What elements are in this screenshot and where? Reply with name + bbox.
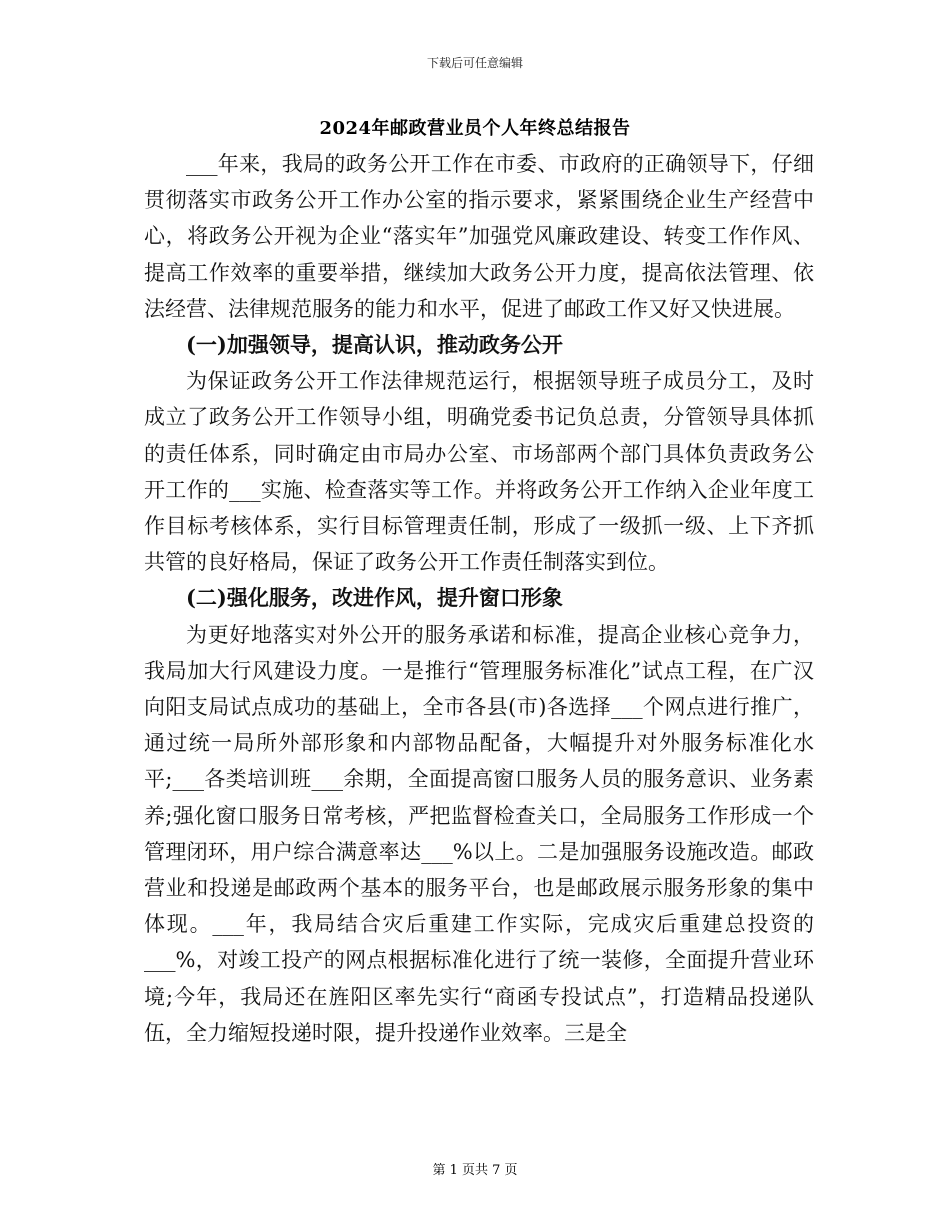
paragraph-section-2: 为更好地落实对外公开的服务承诺和标准，提高企业核心竞争力，我局加大行风建设力度。一是推行“管理服务标准化”试点工程，在广汉向阳支局试点成功的基础上，全市各县(市)各选择___个网点进行推广，通过统一局所外部形象和内部物品配备，大幅提升对外服务标准化水平;___各类培训班___余期，全面提高窗口服务人员的服务意识、业务素养;强化窗口服务日常考核，严把监督检查关口，全局服务工作形成一个管理闭环，用户综合满意率达___%以上。二是加强服务设施改造。邮政营业和投递是邮政两个基本的服务平台，也是邮政展示服务形象的集中体现。___年，我局结合灾后重建工作实际，完成灾后重建总投资的___%，对竣工投产的网点根据标准化进行了统一装修，全面提升营业环境;今年，我局还在旌阳区率先实行“商函专投试点”，打造精品投递队伍，全力缩短投递时限，提升投递作业效率。三是全 — [144, 622, 814, 1045]
section-heading-1: (一)加强领导，提高认识，推动政务公开 — [186, 332, 563, 358]
paragraph-intro: ___年来，我局的政务公开工作在市委、市政府的正确领导下，仔细贯彻落实市政务公开工作办公室的指示要求，紧紧围绕企业生产经营中心，将政务公开视为企业“落实年”加强党风廉政建设、转变工作作风、提高工作效率的重要举措，继续加大政务公开力度，提高依法管理、依法经营、法律规范服务的能力和水平，促进了邮政工作又好又快进展。 — [144, 152, 814, 321]
paragraph-section-1: 为保证政务公开工作法律规范运行，根据领导班子成员分工，及时成立了政务公开工作领导小组，明确党委书记负总责，分管领导具体抓的责任体系，同时确定由市局办公室、市场部两个部门具体负责政务公开工作的___实施、检查落实等工作。并将政务公开工作纳入企业年度工作目标考核体系，实行目标管理责任制，形成了一级抓一级、上下齐抓共管的良好格局，保证了政务公开工作责任制落实到位。 — [144, 369, 814, 575]
header-note: 下载后可任意编辑 — [426, 56, 523, 70]
document-body — [144, 146, 814, 1051]
section-heading-2: (二)强化服务，改进作风，提升窗口形象 — [186, 585, 563, 611]
page-number: 第 1 页共 7 页 — [432, 1163, 518, 1178]
document-title: 2024年邮政营业员个人年终总结报告 — [319, 118, 631, 139]
